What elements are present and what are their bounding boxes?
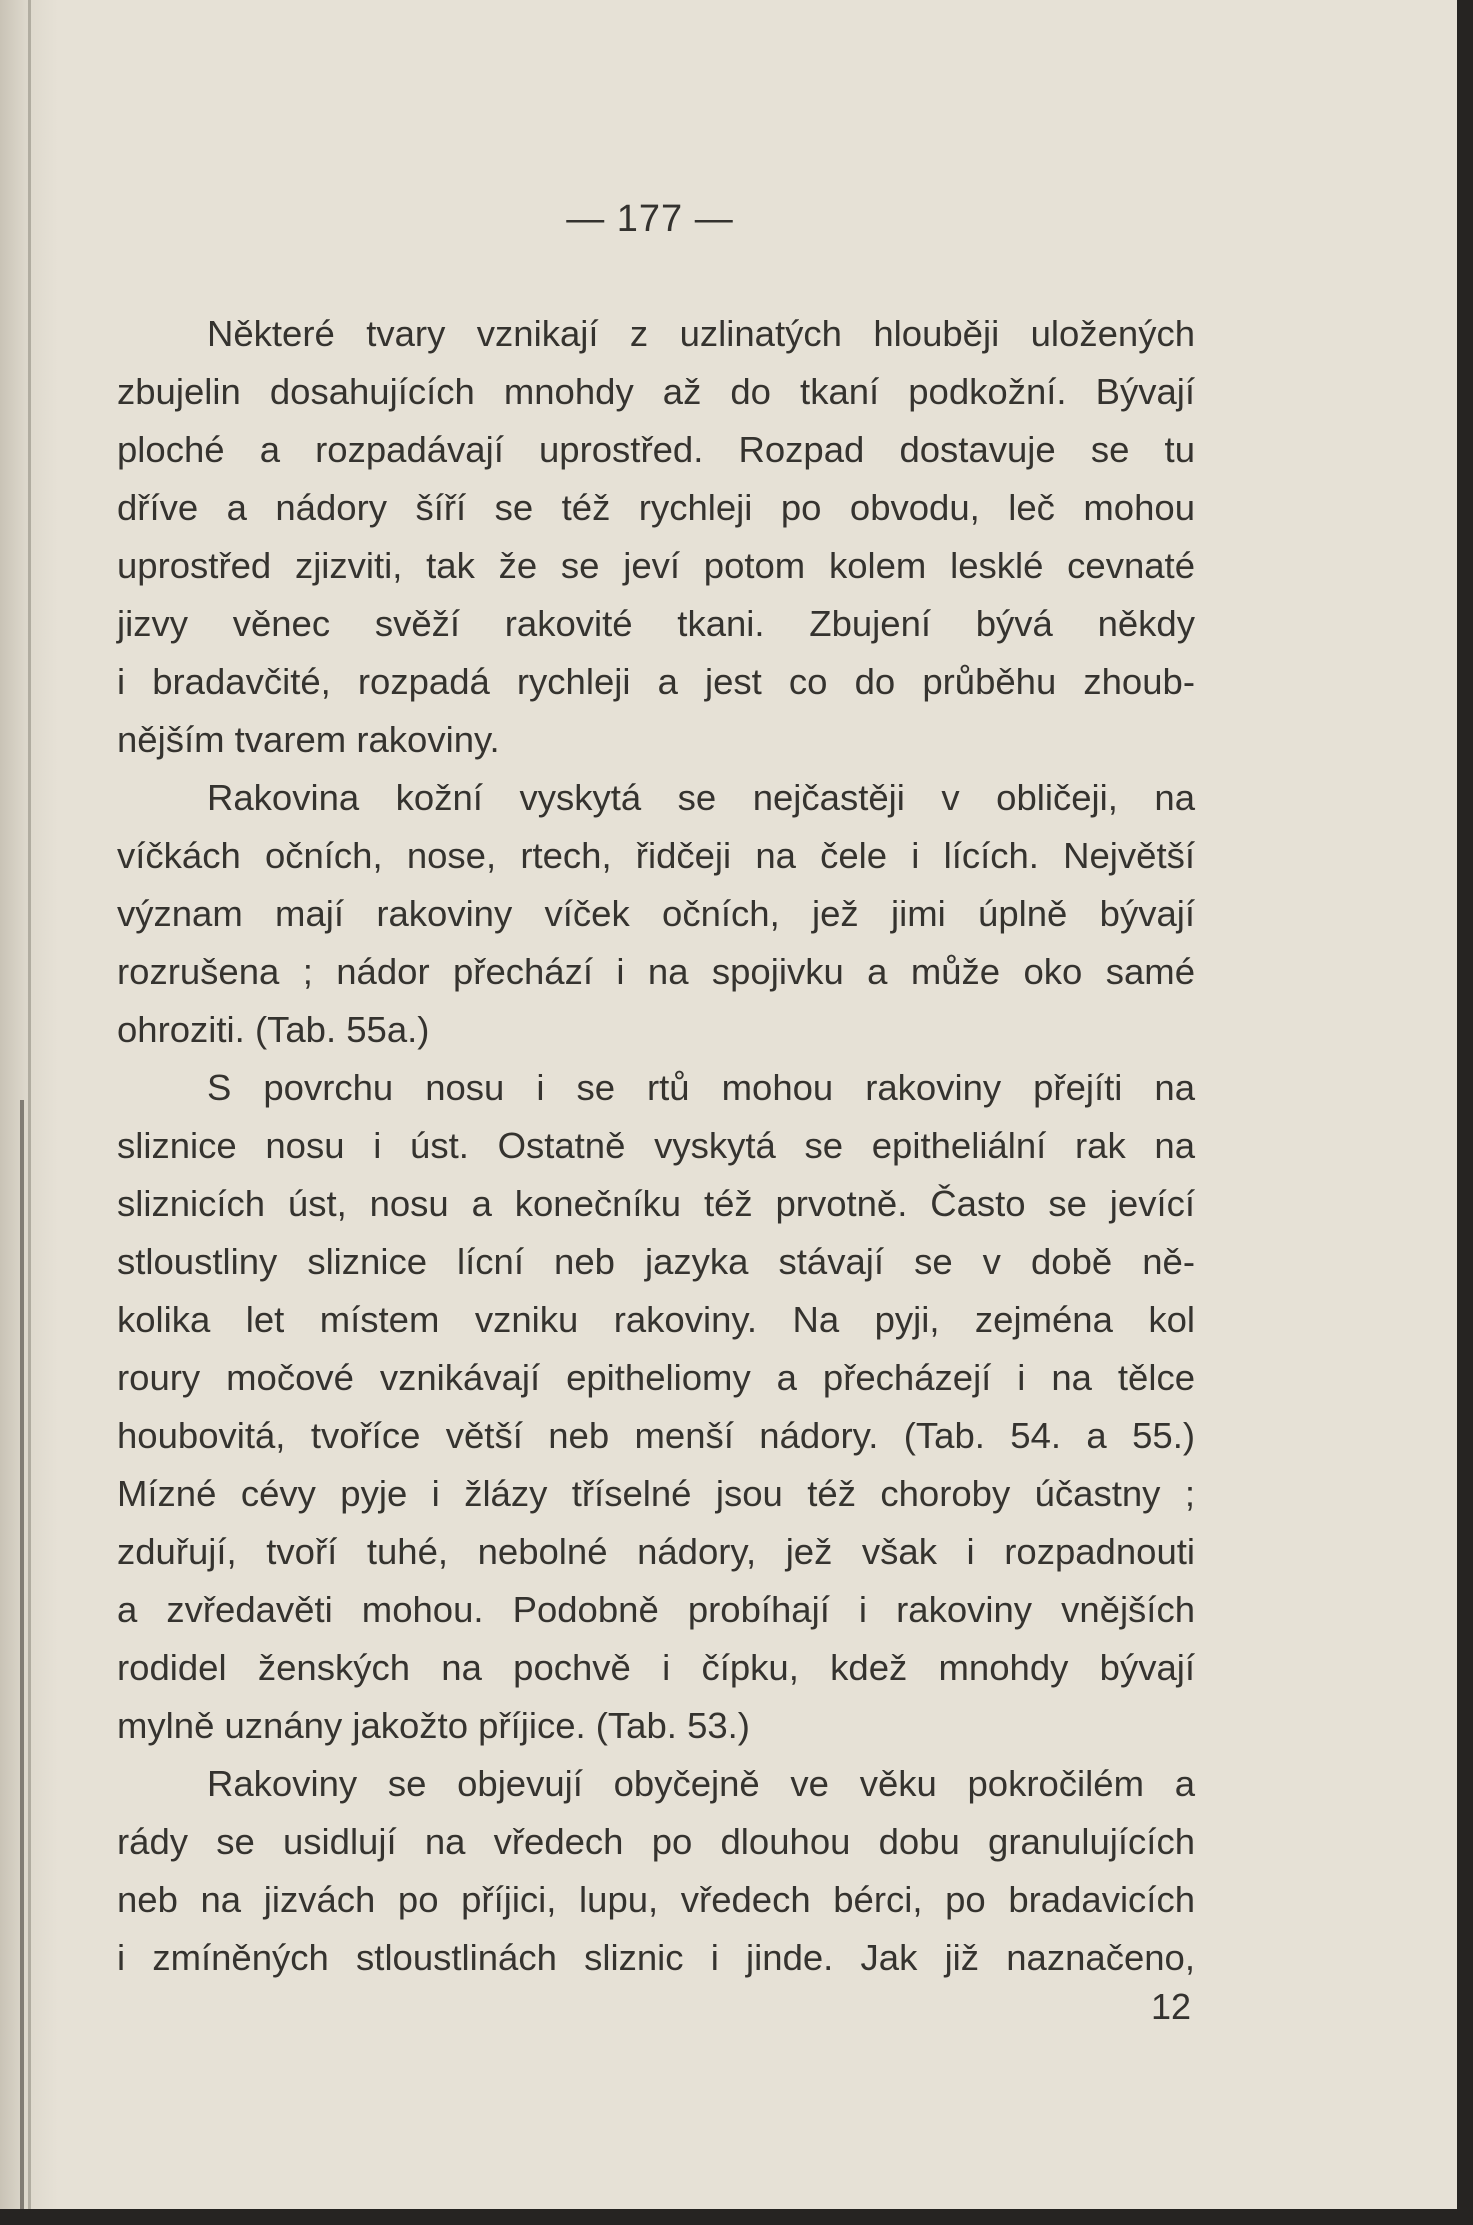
- text-line: uprostřed zjizviti, tak že se jeví potom kolem lesklé cevnaté: [117, 545, 1195, 586]
- signature-mark: 12: [1150, 1986, 1191, 2027]
- text-line: roury močové vznikávají epitheliomy a přecházejí i na tělce: [117, 1357, 1195, 1398]
- text-line: dříve a nádory šíří se též rychleji po obvodu, leč mohou: [117, 487, 1195, 528]
- text-line: stloustliny sliznice lícní neb jazyka stávají se v době ně-: [117, 1241, 1195, 1282]
- text-line: i zmíněných stloustlinách sliznic i jinde. Jak již naznačeno,: [117, 1937, 1195, 1978]
- text-line: a zvředavěti mohou. Podobně probíhají i rakoviny vnějších: [117, 1589, 1195, 1630]
- text-line: sliznice nosu i úst. Ostatně vyskytá se epitheliální rak na: [117, 1125, 1195, 1166]
- text-line: zduřují, tvoří tuhé, nebolné nádory, jež však i rozpadnouti: [117, 1531, 1195, 1572]
- text-line: kolika let místem vzniku rakoviny. Na pyji, zejména kol: [117, 1299, 1195, 1340]
- scan-right-border: [1457, 0, 1473, 2225]
- text-line: ohroziti. (Tab. 55a.): [117, 1009, 430, 1050]
- body-text: [117, 305, 1195, 1987]
- text-line: rády se usidlují na vředech po dlouhou dobu granulujících: [117, 1821, 1195, 1862]
- text-line: Některé tvary vznikají z uzlinatých hlouběji uložených: [207, 313, 1195, 354]
- text-line: rodidel ženských na pochvě i čípku, kdež mnohdy bývají: [117, 1647, 1195, 1688]
- text-line: zbujelin dosahujících mnohdy až do tkaní podkožní. Bývají: [117, 371, 1195, 412]
- text-line: rozrušena ; nádor přechází i na spojivku a může oko samé: [117, 951, 1195, 992]
- text-line: Rakoviny se objevují obyčejně ve věku pokročilém a: [207, 1763, 1195, 1804]
- text-line: Rakovina kožní vyskytá se nejčastěji v obličeji, na: [207, 777, 1195, 818]
- text-line: nějším tvarem rakoviny.: [117, 719, 500, 760]
- text-line: houbovitá, tvoříce větší neb menší nádory. (Tab. 54. a 55.): [117, 1415, 1195, 1456]
- binding-edge-line-lower: [20, 1100, 24, 2225]
- binding-edge-line: [28, 0, 31, 2225]
- text-line: S povrchu nosu i se rtů mohou rakoviny přejíti na: [207, 1067, 1195, 1108]
- text-line: význam mají rakoviny víček očních, jež jimi úplně bývají: [117, 893, 1195, 934]
- text-line: sliznicích úst, nosu a konečníku též prvotně. Často se jevící: [117, 1183, 1195, 1224]
- text-line: neb na jizvách po příjici, lupu, vředech bérci, po bradavicích: [117, 1879, 1195, 1920]
- scan-bottom-border: [0, 2209, 1473, 2225]
- text-line: Mízné cévy pyje i žlázy tříselné jsou též choroby účastny ;: [117, 1473, 1195, 1514]
- text-line: ploché a rozpadávají uprostřed. Rozpad dostavuje se tu: [117, 429, 1195, 470]
- text-line: i bradavčité, rozpadá rychleji a jest co do průběhu zhoub-: [117, 661, 1195, 702]
- text-line: mylně uznány jakožto příjice. (Tab. 53.): [117, 1705, 750, 1746]
- text-line: víčkách očních, nose, rtech, řidčeji na čele i lících. Největší: [117, 835, 1195, 876]
- page-number-header: — 177 —: [566, 198, 734, 240]
- text-line: jizvy věnec svěží rakovité tkani. Zbujení bývá někdy: [117, 603, 1195, 644]
